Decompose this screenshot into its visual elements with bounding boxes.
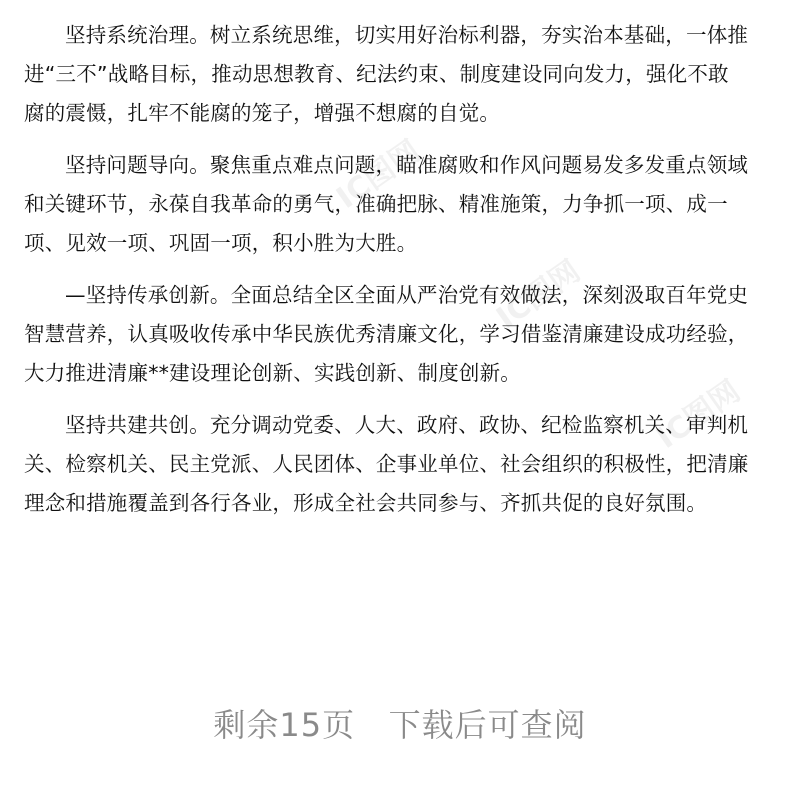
paragraph-1 (24, 16, 776, 133)
paragraph-2 (24, 146, 776, 263)
paragraph-line: —坚持传承创新。全面总结全区全面从严治党有效做法，深刻汲取百年党史 (65, 283, 749, 307)
paragraph-3 (24, 276, 776, 393)
paragraph-line: 腐的震慑，扎牢不能腐的笼子，增强不想腐的自觉。 (24, 101, 501, 125)
paragraph-line: 关、检察机关、民主党派、人民团体、企事业单位、社会组织的积极性，把清廉 (24, 452, 749, 476)
paragraph-line: 大力推进清廉**建设理论创新、实践创新、制度创新。 (24, 361, 521, 385)
document-body (24, 16, 776, 536)
watermark: IC图网 (330, 133, 427, 216)
paragraph-line: 坚持共建共创。充分调动党委、人大、政府、政协、纪检监察机关、审判机 (65, 413, 749, 437)
paragraph-4 (24, 406, 776, 523)
paragraph-line: 项、见效一项、巩固一项，积小胜为大胜。 (24, 231, 418, 255)
paragraph-line: 进“三不”战略目标，推动思想教育、纪法约束、制度建设同向发力，强化不敢 (24, 62, 729, 86)
watermark: IC图网 (490, 253, 587, 336)
paragraph-line: 和关键环节，永葆自我革命的勇气，准确把脉、精准施策，力争抓一项、成一 (24, 192, 728, 216)
paragraph-line: 坚持系统治理。树立系统思维，切实用好治标利器，夯实治本基础，一体推 (65, 23, 749, 47)
paragraph-line: 理念和措施覆盖到各行各业，形成全社会共同参与、齐抓共促的良好氛围。 (24, 491, 708, 515)
paragraph-line: 智慧营养，认真吸收传承中华民族优秀清廉文化，学习借鉴清廉建设成功经验， (24, 322, 749, 346)
paragraph-line: 坚持问题导向。聚焦重点难点问题，瞄准腐败和作风问题易发多发重点领域 (65, 153, 749, 177)
remaining-pages-notice[interactable]: 剩余15页 下载后可查阅 (213, 706, 587, 744)
watermark: IC图网 (650, 373, 747, 456)
